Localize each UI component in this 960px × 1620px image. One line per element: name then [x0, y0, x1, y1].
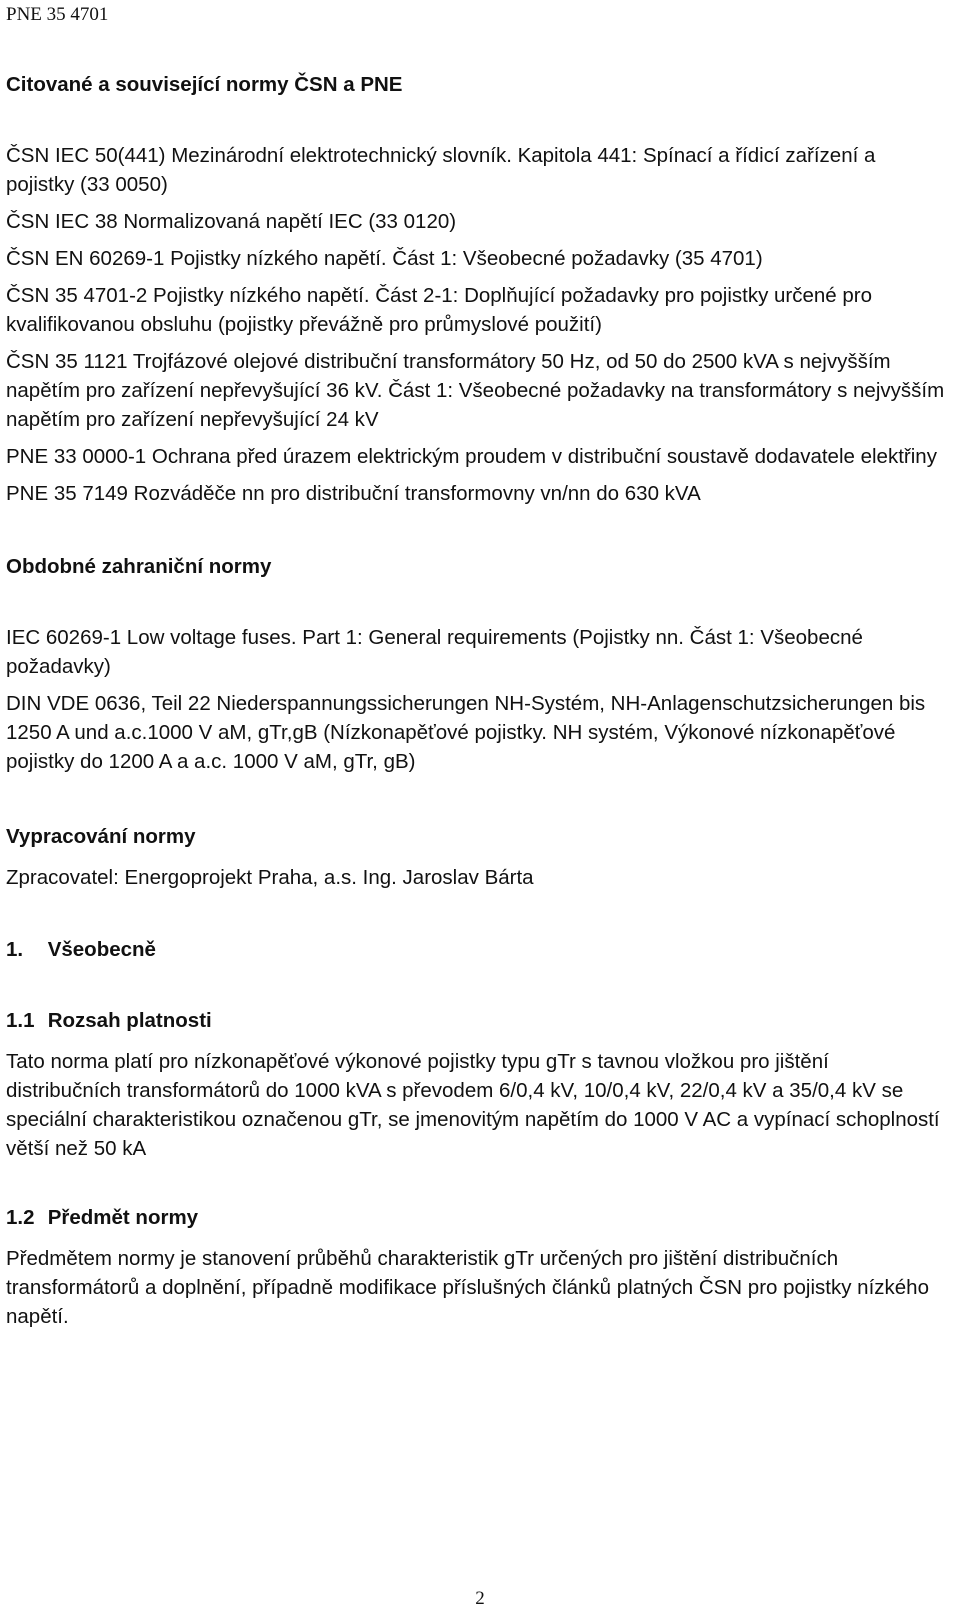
- document-body: [6, 70, 946, 1339]
- section-1-1-heading: [6, 1006, 946, 1035]
- running-header: PNE 35 4701: [6, 4, 109, 25]
- section-1-2-text: Předmětem normy je stanovení průběhů charakteristik gTr určených pro jištění distribučních transformátorů a doplnění, případně modifikace příslušných článků platných ČSN pro pojistky nízkého napětí.: [6, 1247, 929, 1328]
- cited-norms-section: [6, 70, 946, 508]
- norm-reference: DIN VDE 0636, Teil 22 Niederspannungssicherungen NH-Systém, NH-Anlagenschutzsicherungen bis 1250 A und a.c.1000 V aM, gTr,gB (Nízkonapěťové pojistky. NH systém, Výkonové nízkonapěťové pojistky do 1200 A a a.c. 1000 V aM, gTr, gB): [6, 692, 926, 773]
- foreign-norms-heading: Obdobné zahraniční normy: [6, 555, 272, 578]
- section-title: Rozsah platnosti: [47, 1009, 212, 1032]
- section-1-2: [6, 1203, 946, 1331]
- section-1: [6, 935, 946, 964]
- norm-reference: IEC 60269-1 Low voltage fuses. Part 1: General requirements (Pojistky nn. Část 1: Všeobecné požadavky): [6, 626, 863, 678]
- section-1-1-text: Tato norma platí pro nízkonapěťové výkonové pojistky typu gTr s tavnou vložkou pro jištění distribučních transformátorů do 1000 kVA s převodem 6/0,4 kV, 10/0,4 kV, 22/0,4 kV a 35/0,4 kV se speciální charakteristikou označenou gTr, se jmenovitým napětím do 1000 V AC a vypínací schoplností větší než 50 kA: [6, 1050, 940, 1160]
- norm-reference: PNE 33 0000-1 Ochrana před úrazem elektrickým proudem v distribuční soustavě dodavatele elektřiny: [6, 445, 937, 468]
- foreign-norms-section: [6, 552, 946, 776]
- section-number: 1.: [6, 938, 24, 961]
- section-1-1: [6, 1006, 946, 1163]
- norm-reference: ČSN IEC 50(441) Mezinárodní elektrotechnický slovník. Kapitola 441: Spínací a řídicí zařízení a pojistky (33 0050): [6, 144, 876, 196]
- section-number: 1.2: [6, 1206, 35, 1229]
- cited-norms-list: [6, 141, 946, 508]
- norm-reference: ČSN EN 60269-1 Pojistky nízkého napětí. Část 1: Všeobecné požadavky (35 4701): [6, 247, 763, 270]
- preparation-section: [6, 822, 946, 892]
- section-1-heading: [6, 935, 946, 964]
- section-title: Předmět normy: [47, 1206, 199, 1229]
- cited-norms-heading: Citované a související normy ČSN a PNE: [6, 73, 403, 96]
- preparation-text: Zpracovatel: Energoprojekt Praha, a.s. Ing. Jaroslav Bárta: [6, 866, 534, 889]
- section-number: 1.1: [6, 1009, 35, 1032]
- foreign-norms-list: [6, 623, 946, 776]
- norm-reference: ČSN 35 4701-2 Pojistky nízkého napětí. Část 2-1: Doplňující požadavky pro pojistky určené pro kvalifikovanou obsluhu (pojistky převážně pro průmyslové použití): [6, 284, 873, 336]
- preparation-heading: Vypracování normy: [6, 825, 196, 848]
- section-1-2-heading: [6, 1203, 946, 1232]
- norm-reference: ČSN 35 1121 Trojfázové olejové distribuční transformátory 50 Hz, od 50 do 2500 kVA s nejvyšším napětím pro zařízení nepřevyšující 36 kV. Část 1: Všeobecné požadavky na transformátory s nejvyšším napětím pro zařízení nepřevyšující 24 kV: [6, 350, 945, 431]
- norm-reference: PNE 35 7149 Rozváděče nn pro distribuční transformovny vn/nn do 630 kVA: [6, 482, 701, 505]
- page-number: 2: [475, 1588, 485, 1609]
- norm-reference: ČSN IEC 38 Normalizovaná napětí IEC (33 0120): [6, 210, 457, 233]
- section-title: Všeobecně: [47, 938, 156, 961]
